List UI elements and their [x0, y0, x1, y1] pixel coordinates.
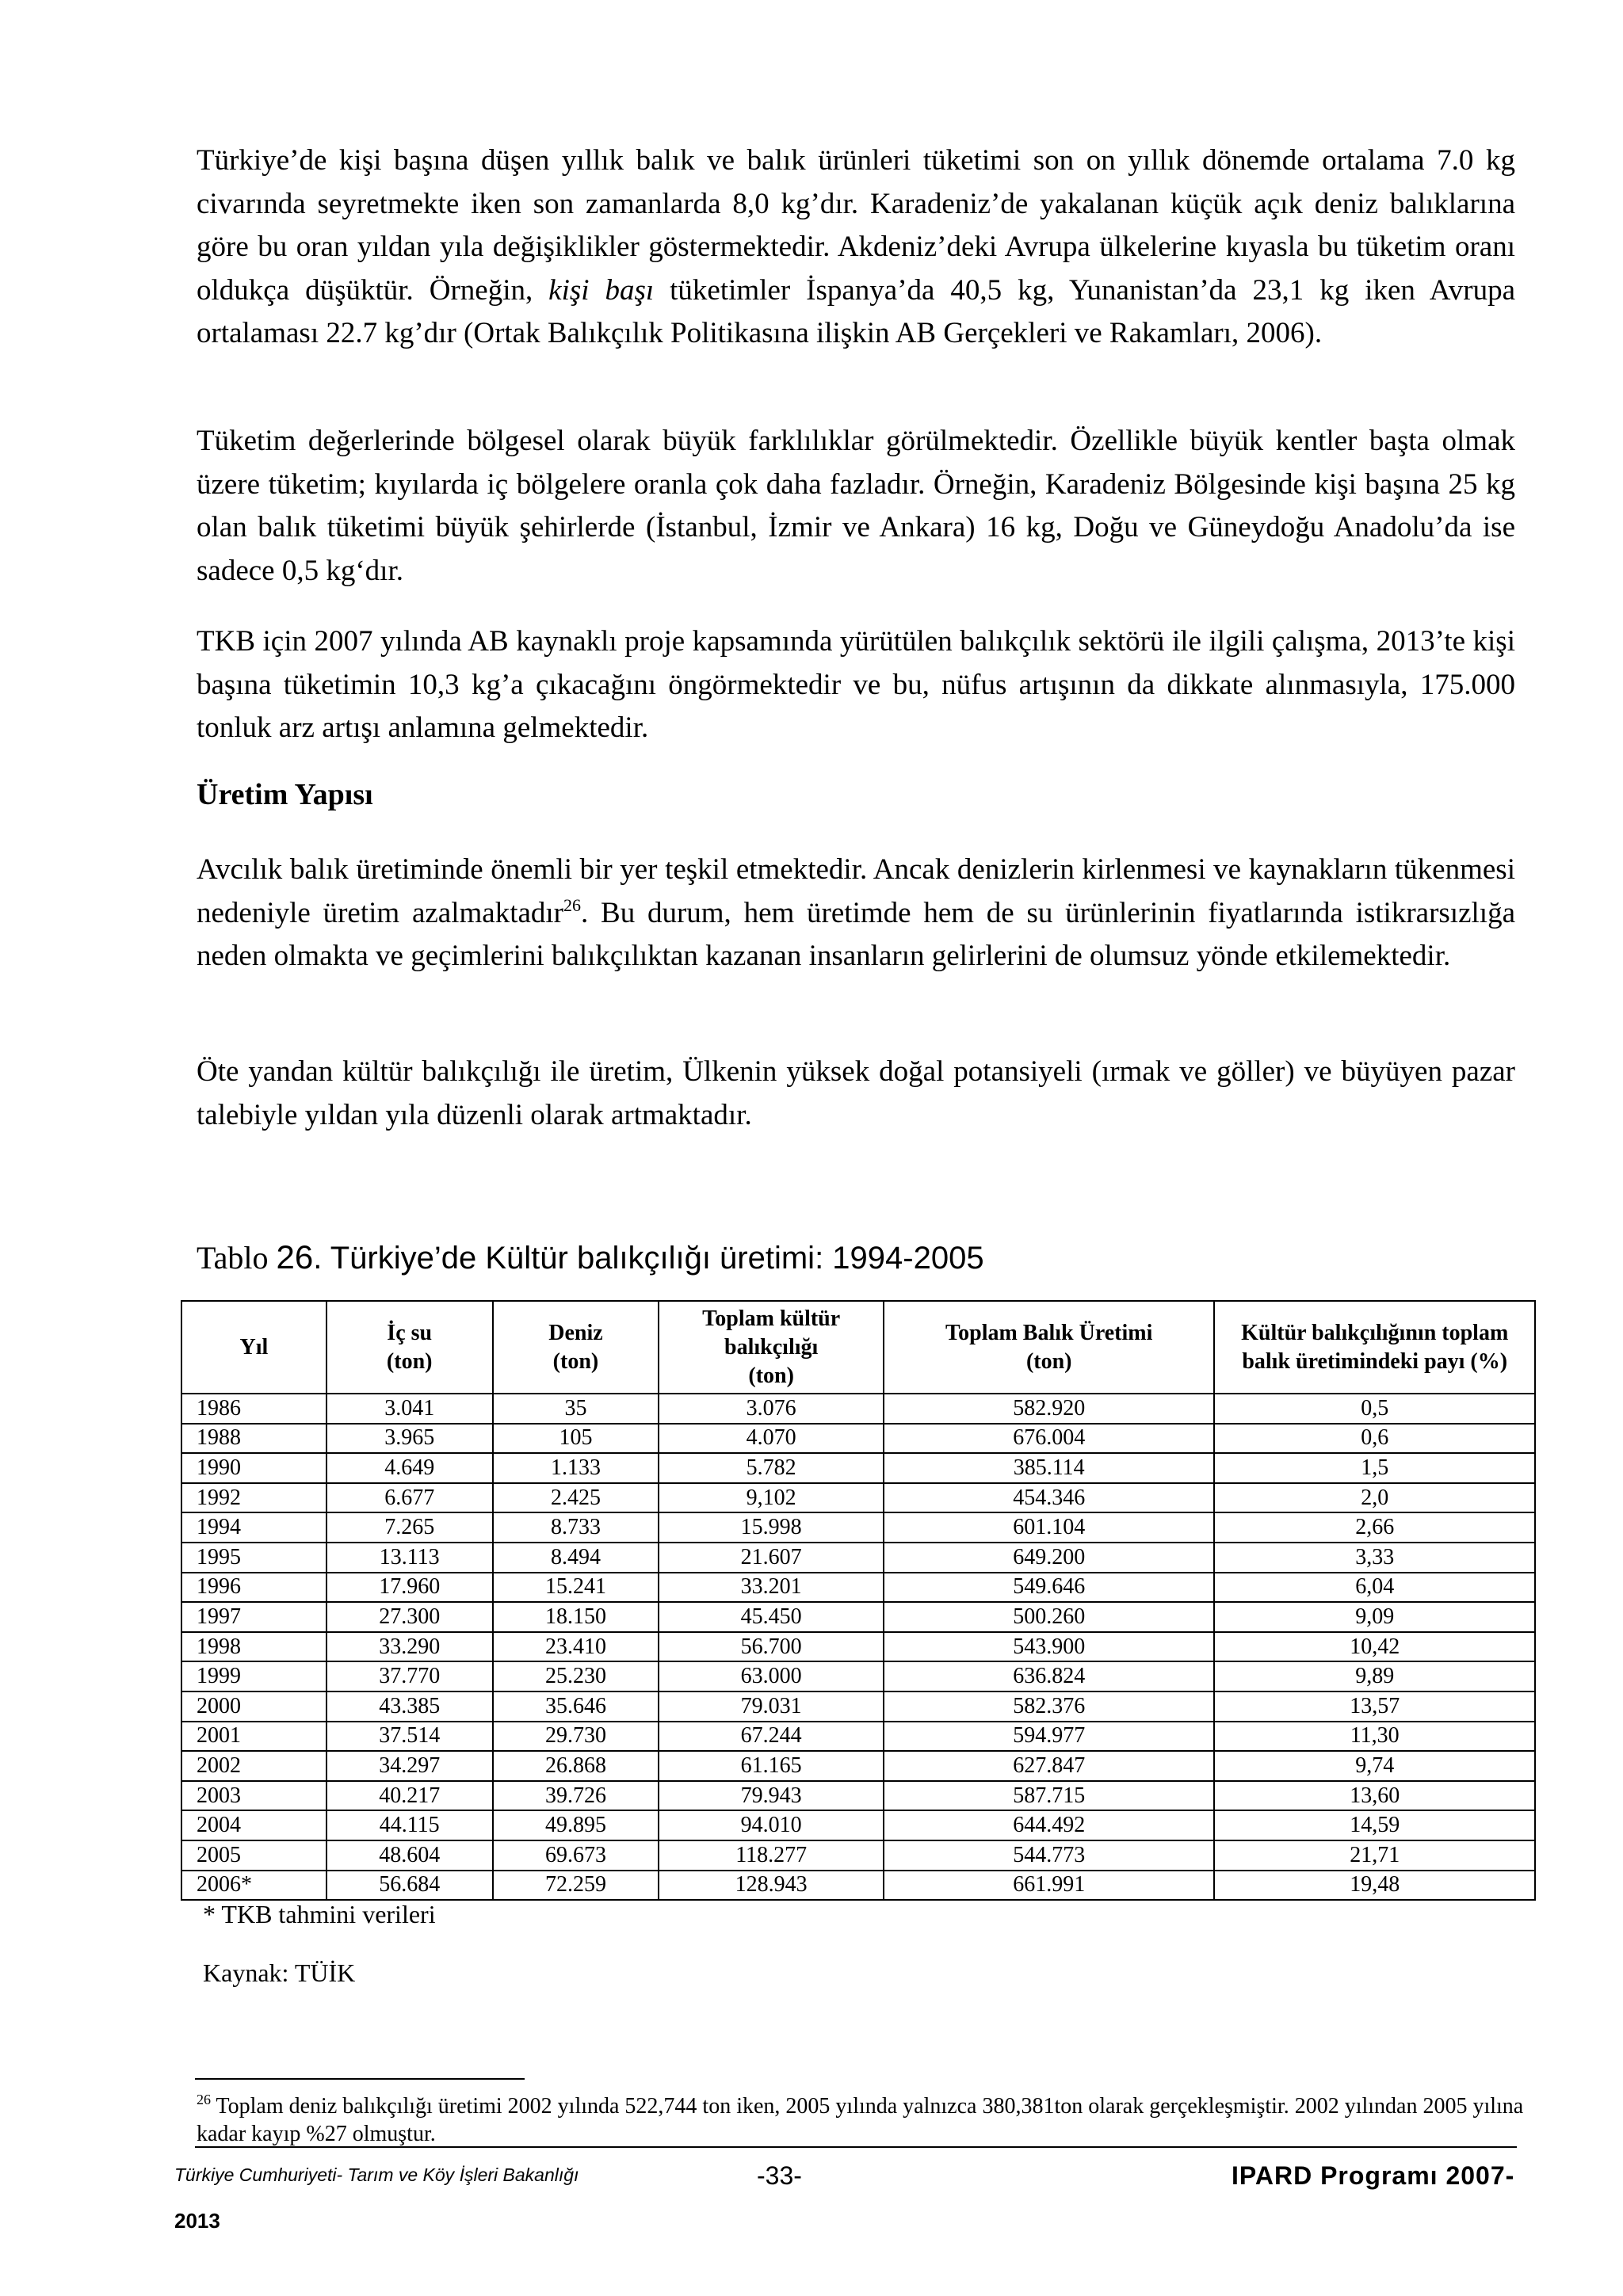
cell-aquaculture: 118.277 — [659, 1840, 884, 1871]
cell-total: 587.715 — [884, 1781, 1214, 1811]
cell-year: 1986 — [181, 1394, 327, 1424]
cell-total: 544.773 — [884, 1840, 1214, 1871]
cell-year: 1998 — [181, 1632, 327, 1662]
cell-inland: 56.684 — [327, 1871, 493, 1901]
cell-aquaculture: 128.943 — [659, 1871, 884, 1901]
cell-sea: 72.259 — [493, 1871, 659, 1901]
table-row — [181, 1453, 1535, 1483]
caption-prefix: Tablo — [197, 1240, 277, 1276]
cell-aquaculture: 5.782 — [659, 1453, 884, 1483]
cell-year: 1988 — [181, 1424, 327, 1454]
cell-year: 2003 — [181, 1781, 327, 1811]
cell-sea: 8.733 — [493, 1512, 659, 1543]
table-row — [181, 1781, 1535, 1811]
cell-sea: 25.230 — [493, 1661, 659, 1691]
cell-year: 2005 — [181, 1840, 327, 1871]
table-caption — [197, 1238, 984, 1276]
cell-aquaculture: 4.070 — [659, 1424, 884, 1454]
footer-ministry: Türkiye Cumhuriyeti- Tarım ve Köy İşleri Bakanlığı — [174, 2164, 579, 2185]
paragraph-tkb-study: TKB için 2007 yılında AB kaynaklı proje kapsamında yürütülen balıkçılık sektörü ile ilgili çalışma, 2013’te kişi başına tüketimin 10,3 kg’a çıkacağını öngörmektedir ve bu, nüfus artışının da dikkate alınmasıyla, 175.000 tonluk arz artışı anlamına gelmektedir. — [197, 625, 1515, 744]
cell-total: 549.646 — [884, 1573, 1214, 1603]
cell-aquaculture: 21.607 — [659, 1543, 884, 1573]
cell-share: 1,5 — [1214, 1453, 1535, 1483]
cell-inland: 4.649 — [327, 1453, 493, 1483]
cell-total: 500.260 — [884, 1602, 1214, 1632]
paragraph-consumption — [197, 139, 1515, 356]
footer-separator — [195, 2146, 1517, 2148]
paragraph-production — [197, 849, 1515, 978]
section-heading: Üretim Yapısı — [197, 778, 373, 811]
table-row — [181, 1871, 1535, 1901]
cell-year: 1990 — [181, 1453, 327, 1483]
cell-sea: 1.133 — [493, 1453, 659, 1483]
cell-inland: 3.965 — [327, 1424, 493, 1454]
cell-share: 9,74 — [1214, 1751, 1535, 1781]
cell-inland: 43.385 — [327, 1691, 493, 1722]
cell-sea: 18.150 — [493, 1602, 659, 1632]
table-row — [181, 1424, 1535, 1454]
cell-total: 601.104 — [884, 1512, 1214, 1543]
table-row — [181, 1632, 1535, 1662]
cell-aquaculture: 33.201 — [659, 1573, 884, 1603]
cell-inland: 3.041 — [327, 1394, 493, 1424]
cell-share: 2,0 — [1214, 1483, 1535, 1513]
cell-aquaculture: 94.010 — [659, 1810, 884, 1840]
cell-inland: 33.290 — [327, 1632, 493, 1662]
cell-sea: 35.646 — [493, 1691, 659, 1722]
cell-inland: 37.514 — [327, 1722, 493, 1752]
cell-aquaculture: 9,102 — [659, 1483, 884, 1513]
cell-inland: 27.300 — [327, 1602, 493, 1632]
cell-share: 0,6 — [1214, 1424, 1535, 1454]
paragraph-text: Avcılık balık üretiminde önemli bir yer teşkil etmektedir. Ancak denizlerin kirlenmesi ve kaynakların tükenmesi nedeniyle üretim azalmaktadır — [197, 853, 1515, 929]
cell-share: 10,42 — [1214, 1632, 1535, 1662]
table-row — [181, 1691, 1535, 1722]
cell-sea: 29.730 — [493, 1722, 659, 1752]
cell-total: 644.492 — [884, 1810, 1214, 1840]
cell-inland: 6.677 — [327, 1483, 493, 1513]
caption-number: 26 — [276, 1238, 314, 1276]
cell-sea: 8.494 — [493, 1543, 659, 1573]
cell-sea: 49.895 — [493, 1810, 659, 1840]
cell-total: 582.920 — [884, 1394, 1214, 1424]
table-row — [181, 1394, 1535, 1424]
cell-aquaculture: 79.031 — [659, 1691, 884, 1722]
footnote-separator — [195, 2078, 525, 2080]
cell-aquaculture: 79.943 — [659, 1781, 884, 1811]
cell-year: 2000 — [181, 1691, 327, 1722]
cell-year: 1996 — [181, 1573, 327, 1603]
cell-year: 2006* — [181, 1871, 327, 1901]
table-note: * TKB tahmini verileri — [203, 1900, 436, 1928]
cell-share: 9,89 — [1214, 1661, 1535, 1691]
page-number: -33- — [757, 2161, 802, 2190]
table-row — [181, 1661, 1535, 1691]
cell-inland: 44.115 — [327, 1810, 493, 1840]
cell-year: 1992 — [181, 1483, 327, 1513]
cell-inland: 37.770 — [327, 1661, 493, 1691]
cell-total: 636.824 — [884, 1661, 1214, 1691]
cell-inland: 48.604 — [327, 1840, 493, 1871]
header-inland: İç su (ton) — [327, 1301, 493, 1394]
cell-share: 2,66 — [1214, 1512, 1535, 1543]
header-year: Yıl — [181, 1301, 327, 1394]
cell-sea: 2.425 — [493, 1483, 659, 1513]
cell-inland: 7.265 — [327, 1512, 493, 1543]
cell-sea: 23.410 — [493, 1632, 659, 1662]
cell-share: 19,48 — [1214, 1871, 1535, 1901]
cell-inland: 40.217 — [327, 1781, 493, 1811]
cell-year: 2001 — [181, 1722, 327, 1752]
cell-aquaculture: 45.450 — [659, 1602, 884, 1632]
cell-sea: 39.726 — [493, 1781, 659, 1811]
footnote-text: Toplam deniz balıkçılığı üretimi 2002 yılında 522,744 ton iken, 2005 yılında yalnızca 380,381ton olarak gerçekleşmiştir. 2002 yılından 2005 yılına kadar kayıp %27 olmuştur. — [197, 2094, 1524, 2146]
cell-share: 6,04 — [1214, 1573, 1535, 1603]
cell-aquaculture: 67.244 — [659, 1722, 884, 1752]
cell-total: 661.991 — [884, 1871, 1214, 1901]
paragraph-text: . Bu durum, hem üretimde hem de su ürünlerinin fiyatlarında istikrarsızlığa neden olmakta ve geçimlerini balıkçılıktan kazanan insanların gelirlerini de olumsuz yönde etkilemektedir. — [197, 896, 1515, 972]
cell-share: 21,71 — [1214, 1840, 1535, 1871]
cell-share: 11,30 — [1214, 1722, 1535, 1752]
header-total-fish: Toplam Balık Üretimi (ton) — [884, 1301, 1214, 1394]
table-row — [181, 1512, 1535, 1543]
table-row — [181, 1573, 1535, 1603]
cell-aquaculture: 15.998 — [659, 1512, 884, 1543]
cell-sea: 69.673 — [493, 1840, 659, 1871]
cell-sea: 35 — [493, 1394, 659, 1424]
cell-sea: 26.868 — [493, 1751, 659, 1781]
table-row — [181, 1543, 1535, 1573]
cell-year: 1995 — [181, 1543, 327, 1573]
footnote — [197, 2092, 1544, 2148]
table-row — [181, 1483, 1535, 1513]
table-body — [181, 1394, 1535, 1900]
footer-year: 2013 — [174, 2209, 220, 2233]
cell-share: 3,33 — [1214, 1543, 1535, 1573]
cell-aquaculture: 56.700 — [659, 1632, 884, 1662]
paragraph-regional: Tüketim değerlerinde bölgesel olarak büyük farklılıklar görülmektedir. Özellikle büyük kentler başta olmak üzere tüketim; kıyılarda iç bölgelere oranla çok daha fazladır. Örneğin, Karadeniz Bölgesinde kişi başına 25 kg olan balık tüketimi büyük şehirlerde (İstanbul, İzmir ve Ankara) 16 kg, Doğu ve Güneydoğu Anadolu’da ise sadece 0,5 kg‘dır. — [197, 425, 1515, 587]
cell-total: 676.004 — [884, 1424, 1214, 1454]
paragraph-emphasis: kişi başı — [548, 273, 655, 307]
cell-year: 1999 — [181, 1661, 327, 1691]
cell-share: 9,09 — [1214, 1602, 1535, 1632]
cell-total: 594.977 — [884, 1722, 1214, 1752]
table-row — [181, 1722, 1535, 1752]
cell-inland: 34.297 — [327, 1751, 493, 1781]
cell-year: 2002 — [181, 1751, 327, 1781]
header-share: Kültür balıkçılığının toplam balık üretimindeki payı (%) — [1214, 1301, 1535, 1394]
table-row — [181, 1751, 1535, 1781]
cell-sea: 105 — [493, 1424, 659, 1454]
footnote-reference: 26 — [563, 894, 581, 915]
table-source: Kaynak: TÜİK — [203, 1958, 356, 1987]
table-row — [181, 1840, 1535, 1871]
header-aquaculture-total: Toplam kültür balıkçılığı (ton) — [659, 1301, 884, 1394]
cell-aquaculture: 61.165 — [659, 1751, 884, 1781]
table-header-row — [181, 1301, 1535, 1394]
cell-total: 385.114 — [884, 1453, 1214, 1483]
aquaculture-table — [181, 1300, 1536, 1901]
cell-inland: 17.960 — [327, 1573, 493, 1603]
table-row — [181, 1602, 1535, 1632]
cell-sea: 15.241 — [493, 1573, 659, 1603]
cell-total: 543.900 — [884, 1632, 1214, 1662]
footnote-number: 26 — [197, 2092, 211, 2107]
cell-total: 649.200 — [884, 1543, 1214, 1573]
footer-program: IPARD Programı 2007- — [1232, 2161, 1515, 2190]
cell-share: 0,5 — [1214, 1394, 1535, 1424]
caption-text: . Türkiye’de Kültür balıkçılığı üretimi: 1994-2005 — [313, 1241, 984, 1276]
cell-share: 13,57 — [1214, 1691, 1535, 1722]
paragraph-text: Türkiye’de kişi başına düşen yıllık balık ve balık ürünleri tüketimi son on yıllık dönemde ortalama 7.0 kg civarında seyretmekte iken son zamanlarda 8,0 kg’dır. Karadeniz’de yakalanan küçük açık deniz balıklarına göre bu oran yıldan yıla değişiklikler göstermektedir. Akdeniz’deki Avrupa ülkelerine kıyasla bu tüketim oranı oldukça düşüktür. Örneğin, — [197, 144, 1515, 307]
cell-year: 1997 — [181, 1602, 327, 1632]
cell-aquaculture: 63.000 — [659, 1661, 884, 1691]
cell-year: 2004 — [181, 1810, 327, 1840]
cell-share: 14,59 — [1214, 1810, 1535, 1840]
paragraph-aquaculture: Öte yandan kültür balıkçılığı ile üretim, Ülkenin yüksek doğal potansiyeli (ırmak ve göller) ve büyüyen pazar talebiyle yıldan yıla düzenli olarak artmaktadır. — [197, 1055, 1515, 1131]
cell-year: 1994 — [181, 1512, 327, 1543]
cell-total: 454.346 — [884, 1483, 1214, 1513]
cell-aquaculture: 3.076 — [659, 1394, 884, 1424]
cell-inland: 13.113 — [327, 1543, 493, 1573]
cell-share: 13,60 — [1214, 1781, 1535, 1811]
cell-total: 627.847 — [884, 1751, 1214, 1781]
header-sea: Deniz (ton) — [493, 1301, 659, 1394]
paragraph-text: tüketimler İspanya’da 40,5 kg, Yunanistan’da 23,1 kg iken Avrupa ortalaması 22.7 kg’dır (Ortak Balıkçılık Politikasına ilişkin AB Gerçekleri ve Rakamları, 2006). — [197, 273, 1516, 349]
table-row — [181, 1810, 1535, 1840]
cell-total: 582.376 — [884, 1691, 1214, 1722]
